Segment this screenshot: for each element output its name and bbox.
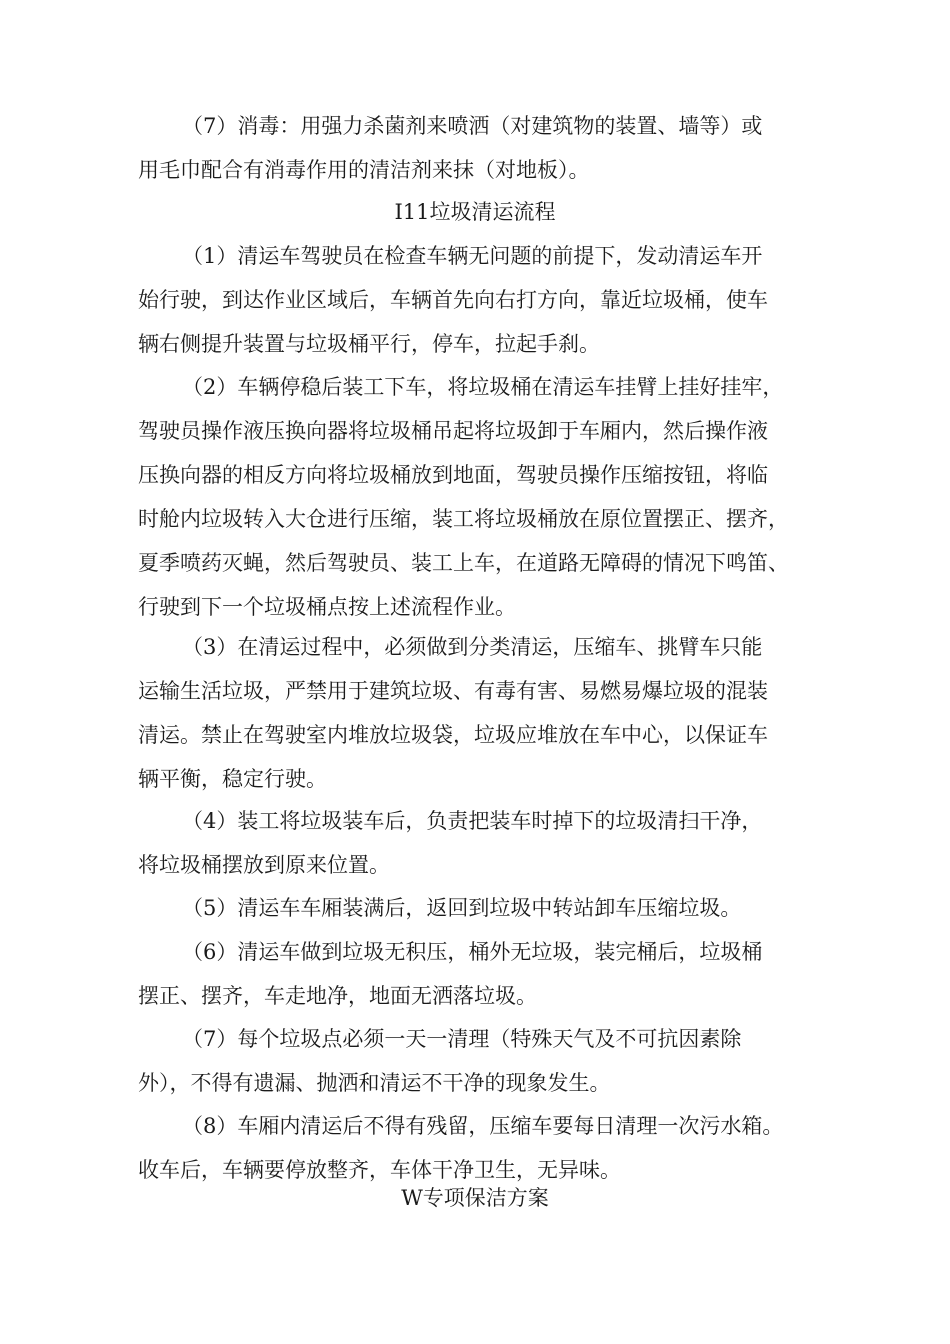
- paragraph-line: 压换向器的相反方向将垃圾桶放到地面，驾驶员操作压缩按钮，将临: [138, 463, 768, 487]
- paragraph-line: 用毛巾配合有消毒作用的清洁剂来抹（对地板）。: [138, 158, 590, 182]
- paragraph-line: 运输生活垃圾，严禁用于建筑垃圾、有毒有害、易燃易爆垃圾的混装: [138, 679, 768, 703]
- paragraph-line: 摆正、摆齐，车走地净，地面无洒落垃圾。: [138, 984, 537, 1008]
- paragraph-line: 时舱内垃圾转入大仓进行压缩，装工将垃圾桶放在原位置摆正、摆齐，: [138, 507, 789, 531]
- paragraph-line: （3）在清运过程中，必须做到分类清运，压缩车、挑臂车只能: [182, 635, 763, 659]
- paragraph-line: 驾驶员操作液压换向器将垃圾桶吊起将垃圾卸于车厢内，然后操作液: [138, 419, 768, 443]
- paragraph-step-3: [138, 625, 828, 801]
- paragraph-line: （8）车厢内清运后不得有残留，压缩车要每日清理一次污水箱。: [182, 1114, 784, 1138]
- paragraph-line: （5）清运车车厢装满后，返回到垃圾中转站卸车压缩垃圾。: [182, 896, 742, 920]
- paragraph-step-1: [138, 234, 828, 366]
- paragraph-line: （6）清运车做到垃圾无积压，桶外无垃圾，装完桶后，垃圾桶: [182, 940, 763, 964]
- paragraph-line: （1）清运车驾驶员在检查车辆无问题的前提下，发动清运车开: [182, 244, 763, 268]
- paragraph-line: 清运。禁止在驾驶室内堆放垃圾袋，垃圾应堆放在车中心，以保证车: [138, 723, 768, 747]
- paragraph-disinfection: [138, 104, 828, 192]
- paragraph-line: （7）消毒：用强力杀菌剂来喷洒（对建筑物的装置、墙等）或: [182, 114, 763, 138]
- paragraph-line: 辆平衡，稳定行驶。: [138, 767, 327, 791]
- paragraph-step-7: [138, 1017, 828, 1105]
- paragraph-line: （2）车辆停稳后装工下车，将垃圾桶在清运车挂臂上挂好挂牢，: [182, 375, 784, 399]
- paragraph-step-5: [138, 886, 828, 930]
- paragraph-line: 行驶到下一个垃圾桶点按上述流程作业。: [138, 595, 516, 619]
- paragraph-line: 将垃圾桶摆放到原来位置。: [138, 853, 390, 877]
- paragraph-line: 始行驶，到达作业区域后，车辆首先向右打方向，靠近垃圾桶，使车: [138, 288, 768, 312]
- paragraph-step-4: [138, 799, 828, 887]
- section-heading-garbage-transport: I11垃圾清运流程: [394, 200, 556, 224]
- paragraph-line: 辆右侧提升装置与垃圾桶平行，停车，拉起手刹。: [138, 332, 600, 356]
- paragraph-step-2: [138, 365, 828, 629]
- paragraph-line: （4）装工将垃圾装车后，负责把装车时掉下的垃圾清扫干净，: [182, 809, 763, 833]
- paragraph-line: 夏季喷药灭蝇，然后驾驶员、装工上车，在道路无障碍的情况下鸣笛、: [138, 551, 789, 575]
- section-heading-special-cleaning: W专项保洁方案: [401, 1186, 549, 1210]
- paragraph-line: 外），不得有遗漏、抛洒和清运不干净的现象发生。: [138, 1071, 611, 1095]
- paragraph-step-6: [138, 930, 828, 1018]
- paragraph-line: （7）每个垃圾点必须一天一清理（特殊天气及不可抗因素除: [182, 1027, 742, 1051]
- paragraph-line: 收车后，车辆要停放整齐，车体干净卫生，无异味。: [138, 1158, 621, 1182]
